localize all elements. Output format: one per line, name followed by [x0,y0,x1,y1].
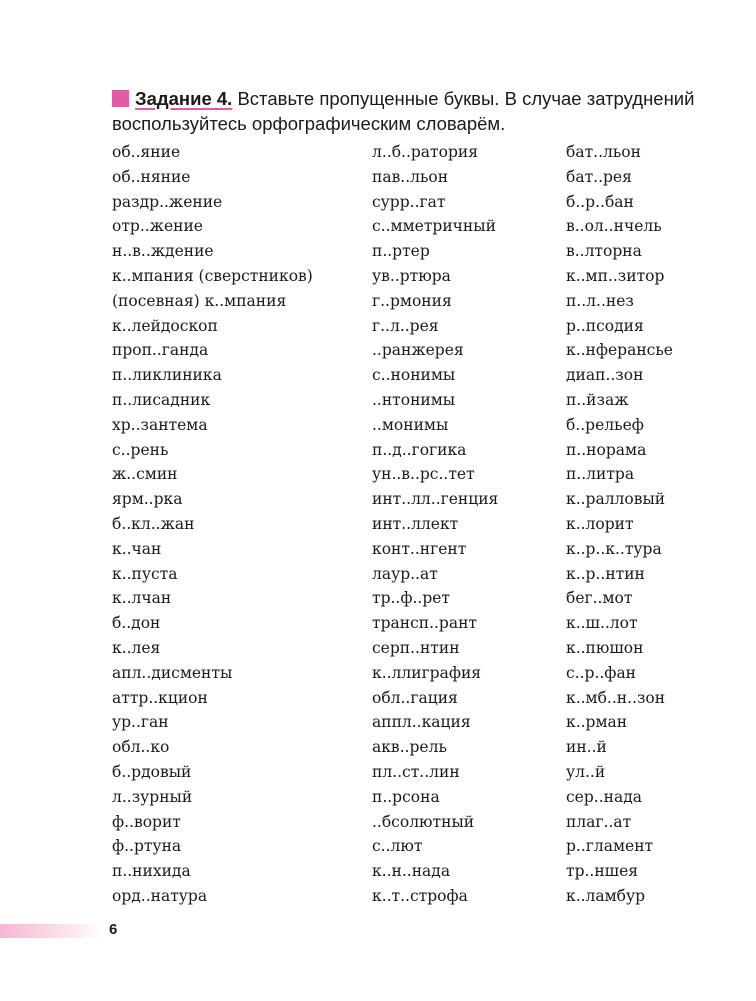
word-item: бат..рея [566,167,632,186]
word-item: ф..ртуна [112,837,182,856]
task-header [112,86,702,136]
pink-square-icon [112,90,129,107]
word-item: с..лют [372,837,423,856]
word-item: к..н..нада [372,862,451,881]
word-item: обл..гация [372,688,458,707]
word-item: инт..ллект [372,514,459,533]
word-item: об..няние [112,167,191,186]
word-item: к..мп..зитор [566,266,665,285]
word-item: апл..дисменты [112,663,233,682]
word-item: к..пуста [112,564,178,583]
word-item: к..ллиграфия [372,663,482,682]
word-item: трансп..рант [372,614,478,633]
word-item: п..л..нез [566,291,634,310]
word-item: к..лчан [112,589,172,608]
word-item: сер..нада [566,787,642,806]
word-item: п..ликлиника [112,366,222,385]
word-item: к..ламбур [566,886,646,905]
word-item: ..ранжерея [372,341,464,360]
word-item: б..дон [112,614,161,633]
word-item: б..р..бан [566,192,634,211]
word-item: л..зурный [112,787,193,806]
word-item: к..лея [112,638,161,657]
word-item: к..мпания (сверстников) [112,266,313,285]
word-item: с..нонимы [372,366,456,385]
word-item: р..псодия [566,316,644,335]
word-item: ..бсолютный [372,812,475,831]
word-item: к..ш..лот [566,614,638,633]
task-label: Задание 4. [135,88,233,109]
word-item: ул..й [566,762,606,781]
task-text: Вставьте пропущенные буквы. В случае затруднений воспользуйтесь орфографическим словарём. [112,88,695,134]
word-item: в..ол..нчель [566,217,662,236]
word-item: к..мб..н..зон [566,688,666,707]
word-item: ярм..рка [112,490,183,509]
word-item: раздр..жение [112,192,223,211]
word-item: серп..нтин [372,638,460,657]
word-item: бат..льон [566,143,641,161]
word-item: (посевная) к..мпания [112,291,287,310]
footer-gradient-bar [0,924,102,938]
word-item: л..б..ратория [372,143,478,161]
word-item: аппл..кация [372,713,471,732]
word-item: пл..ст..лин [372,762,460,781]
word-item: отр..жение [112,217,203,236]
word-item: орд..натура [112,886,208,905]
word-item: ув..ртюра [372,266,451,285]
word-item: об..яние [112,143,181,161]
word-item: акв..рель [372,738,447,757]
word-item: пав..льон [372,167,449,186]
word-item: аттр..кцион [112,688,208,707]
word-item: п..норама [566,440,647,459]
word-item: с..р..фан [566,663,637,682]
word-item: б..кл..жан [112,514,195,533]
word-item: плаг..ат [566,812,632,831]
word-item: ур..ган [112,713,169,732]
word-item: п..нихида [112,862,191,881]
word-item: в..лторна [566,242,642,261]
word-item: к..ралловый [566,490,666,509]
word-item: к..р..нтин [566,564,645,583]
word-item: ф..ворит [112,812,181,831]
word-item: п..д..гогика [372,440,467,459]
word-item: к..т..строфа [372,886,468,905]
word-item: с..рень [112,440,169,459]
word-item: к..лорит [566,514,634,533]
word-item: инт..лл..генция [372,490,499,509]
word-item: н..в..ждение [112,242,214,261]
word-column-3 [566,140,673,909]
word-item: р..гламент [566,837,654,856]
word-item: сурр..гат [372,192,446,211]
word-item: ж..смин [112,465,178,484]
page-number: 6 [109,921,118,938]
word-column-2 [372,140,498,909]
word-item: обл..ко [112,738,170,757]
word-item: к..рман [566,713,628,732]
word-item: к..лейдоскоп [112,316,218,335]
word-item: к..пюшон [566,638,644,657]
word-item: ..монимы [372,415,449,434]
word-item: бег..мот [566,589,633,608]
word-item: ..нтонимы [372,390,456,409]
word-item: п..ртер [372,242,430,261]
word-column-1 [112,140,313,909]
word-item: б..рдовый [112,762,192,781]
word-item: г..рмония [372,291,452,310]
word-item: ин..й [566,738,607,757]
word-item: к..нферансье [566,341,673,360]
word-item: хр..зантема [112,415,208,434]
word-item: к..чан [112,539,162,558]
word-item: п..лисадник [112,390,211,409]
word-item: диап..зон [566,366,644,385]
word-item: к..р..к..тура [566,539,662,558]
word-item: тр..ф..рет [372,589,451,608]
word-item: тр..ншея [566,862,639,881]
word-item: г..л..рея [372,316,439,335]
word-item: б..рельеф [566,415,644,434]
word-item: лаур..ат [372,564,438,583]
word-item: конт..нгент [372,539,467,558]
word-item: с..мметричный [372,217,496,236]
word-item: п..рсона [372,787,440,806]
word-item: ун..в..рс..тет [372,465,475,484]
word-item: п..литра [566,465,635,484]
word-item: п..йзаж [566,390,629,409]
word-item: проп..ганда [112,341,209,360]
